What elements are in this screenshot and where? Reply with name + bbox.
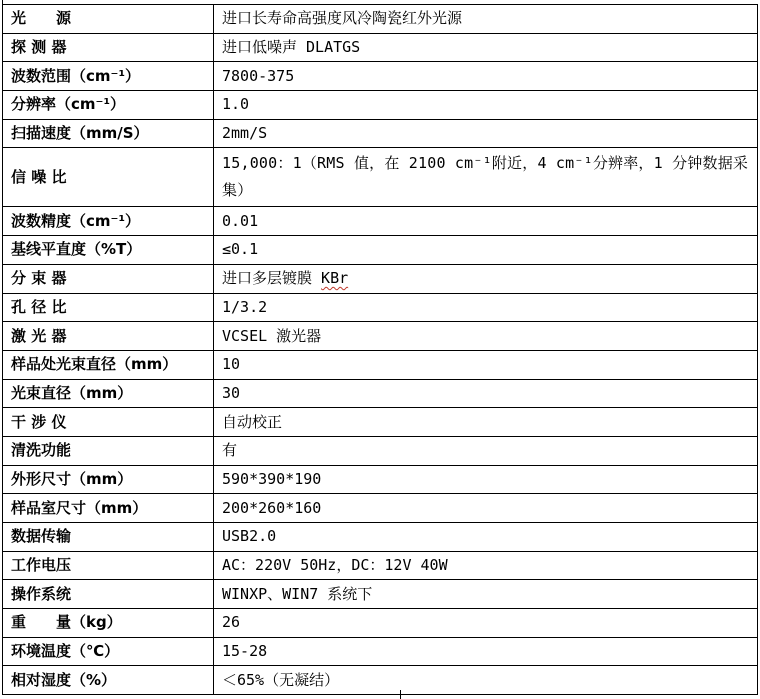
spec-label: 扫描速度（mm/S） bbox=[3, 119, 214, 148]
spec-value: WINXP、WIN7 系统下 bbox=[214, 580, 758, 609]
specification-table bbox=[2, 4, 758, 695]
table-row bbox=[3, 91, 758, 120]
spec-value: 26 bbox=[214, 609, 758, 638]
spec-label: 样品室尺寸（mm） bbox=[3, 494, 214, 523]
spec-value: 590*390*190 bbox=[214, 465, 758, 494]
spec-label: 数据传输 bbox=[3, 523, 214, 552]
table-row bbox=[3, 119, 758, 148]
spec-label: 波数范围（cm⁻¹） bbox=[3, 62, 214, 91]
spec-label: 激 光 器 bbox=[3, 322, 214, 351]
spec-value: USB2.0 bbox=[214, 523, 758, 552]
spec-value: 1.0 bbox=[214, 91, 758, 120]
spec-label: 分辨率（cm⁻¹） bbox=[3, 91, 214, 120]
table-row bbox=[3, 408, 758, 437]
spec-value: 有 bbox=[214, 436, 758, 465]
table-row bbox=[3, 523, 758, 552]
spec-value: 7800-375 bbox=[214, 62, 758, 91]
spec-label: 重 量（kg） bbox=[3, 609, 214, 638]
spec-value-text: 进口多层镀膜 bbox=[222, 269, 322, 288]
spec-label: 环境温度（℃） bbox=[3, 637, 214, 666]
spec-value: ＜65%（无凝结） bbox=[214, 666, 758, 695]
spec-label: 操作系统 bbox=[3, 580, 214, 609]
spec-value: 自动校正 bbox=[214, 408, 758, 437]
table-row bbox=[3, 637, 758, 666]
spec-label: 光束直径（mm） bbox=[3, 379, 214, 408]
spec-value: 200*260*160 bbox=[214, 494, 758, 523]
table-row bbox=[3, 379, 758, 408]
table-row bbox=[3, 609, 758, 638]
table-row bbox=[3, 322, 758, 351]
spec-value: 2mm/S bbox=[214, 119, 758, 148]
spec-label: 清洗功能 bbox=[3, 436, 214, 465]
table-row bbox=[3, 465, 758, 494]
spec-label: 相对湿度（%） bbox=[3, 666, 214, 695]
table-row bbox=[3, 236, 758, 265]
table-row bbox=[3, 264, 758, 293]
table-row bbox=[3, 207, 758, 236]
spec-value: VCSEL 激光器 bbox=[214, 322, 758, 351]
table-row bbox=[3, 551, 758, 580]
spec-label: 分 束 器 bbox=[3, 264, 214, 293]
table-row bbox=[3, 62, 758, 91]
spec-label: 基线平直度（%T） bbox=[3, 236, 214, 265]
spec-value: ≤0.1 bbox=[214, 236, 758, 265]
spec-label: 孔 径 比 bbox=[3, 293, 214, 322]
spec-value: 30 bbox=[214, 379, 758, 408]
spec-value: 进口低噪声 DLATGS bbox=[214, 33, 758, 62]
table-row bbox=[3, 436, 758, 465]
spec-label: 探 测 器 bbox=[3, 33, 214, 62]
spec-value: 15-28 bbox=[214, 637, 758, 666]
spec-value: 10 bbox=[214, 350, 758, 379]
spec-value bbox=[214, 264, 758, 293]
spec-value: AC：220V 50Hz，DC：12V 40W bbox=[214, 551, 758, 580]
table-row bbox=[3, 580, 758, 609]
spec-value: 0.01 bbox=[214, 207, 758, 236]
spec-value: 1/3.2 bbox=[214, 293, 758, 322]
table-row bbox=[3, 33, 758, 62]
spec-label: 光 源 bbox=[3, 5, 214, 34]
table-row bbox=[3, 5, 758, 34]
spec-value: 进口长寿命高强度风冷陶瓷红外光源 bbox=[214, 5, 758, 34]
table-row bbox=[3, 666, 758, 695]
spec-label: 信 噪 比 bbox=[3, 148, 214, 207]
spec-label: 外形尺寸（mm） bbox=[3, 465, 214, 494]
crop-mark-bottom bbox=[400, 690, 401, 699]
table-row bbox=[3, 148, 758, 207]
spec-value: 15,000：1（RMS 值，在 2100 cm⁻¹附近，4 cm⁻¹分辨率，1 分钟数据采集） bbox=[214, 148, 758, 207]
spec-label: 干 涉 仪 bbox=[3, 408, 214, 437]
table-row bbox=[3, 494, 758, 523]
spec-label: 工作电压 bbox=[3, 551, 214, 580]
spec-label: 波数精度（cm⁻¹） bbox=[3, 207, 214, 236]
spec-label: 样品处光束直径（mm） bbox=[3, 350, 214, 379]
spellcheck-flagged-word: KBr bbox=[321, 269, 349, 288]
table-row bbox=[3, 293, 758, 322]
table-row bbox=[3, 350, 758, 379]
